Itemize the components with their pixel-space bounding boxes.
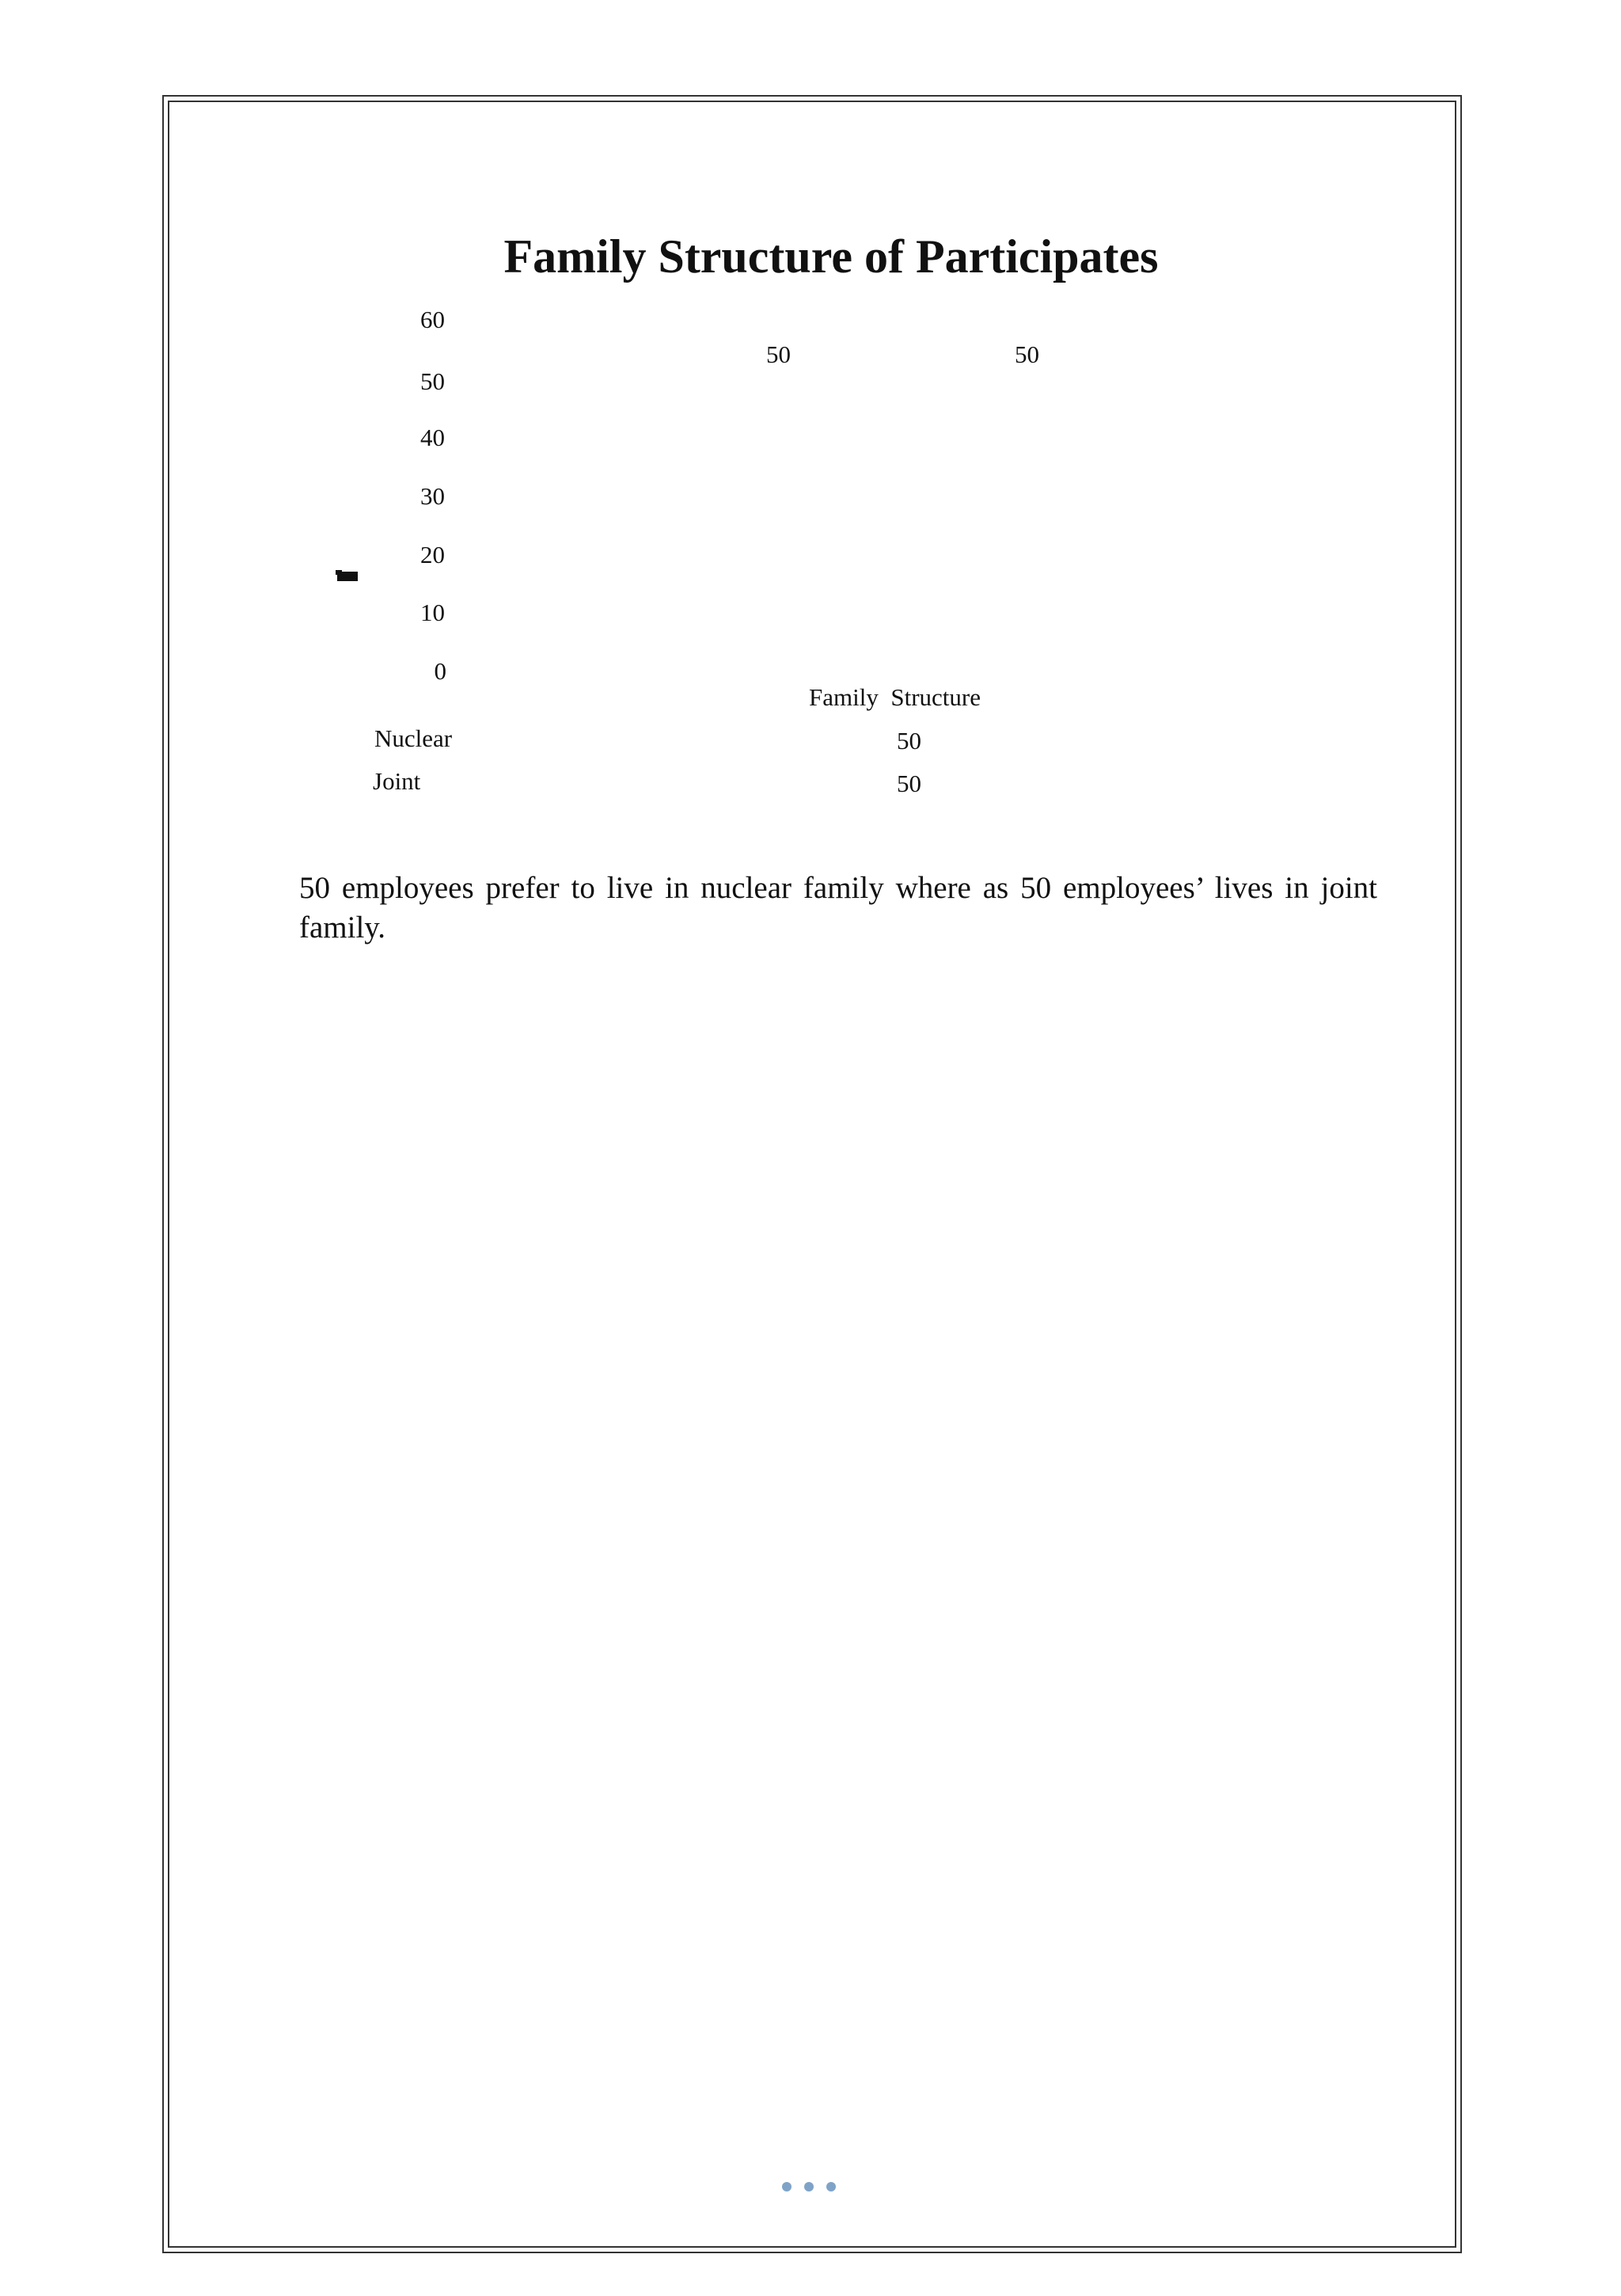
summary-paragraph: 50 employees prefer to live in nuclear family where as 50 employees’ lives in joint family. <box>299 871 1377 945</box>
data-label-joint: 50 <box>1015 340 1039 368</box>
y-tick-60: 60 <box>420 306 445 333</box>
table-row-label-joint: Joint <box>373 767 421 795</box>
y-tick-40: 40 <box>420 424 445 451</box>
table-row-value-joint: 50 <box>897 770 921 797</box>
y-tick-20: 20 <box>420 541 445 568</box>
y-tick-10: 10 <box>420 599 445 626</box>
more-options-icon[interactable] <box>777 2179 841 2195</box>
y-tick-50: 50 <box>420 367 445 395</box>
data-label-nuclear: 50 <box>766 340 791 368</box>
x-axis-label: Family Structure <box>809 683 981 711</box>
page-border-inner <box>168 101 1456 2248</box>
legend-key-icon <box>336 568 359 584</box>
y-tick-30: 30 <box>420 482 445 510</box>
table-row-label-nuclear: Nuclear <box>374 724 453 752</box>
y-tick-0: 0 <box>434 657 446 685</box>
table-row-value-nuclear: 50 <box>897 727 921 755</box>
chart-title: Family Structure of Participates <box>503 230 1159 283</box>
